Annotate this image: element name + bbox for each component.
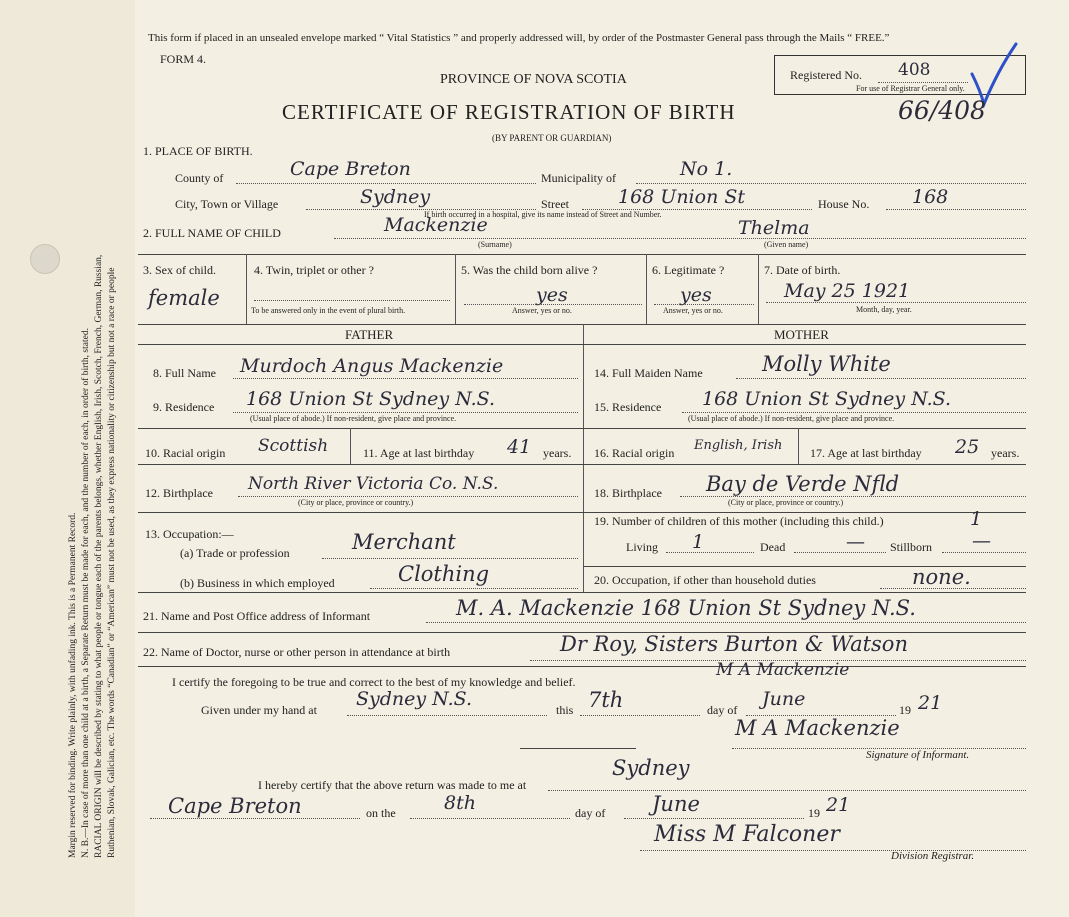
registrar-day-value: 8th <box>444 792 476 814</box>
father-race-label: 10. Racial origin <box>145 446 226 460</box>
registrar-month-value: June <box>652 792 700 816</box>
mother-birthplace-note: (City or place, province or country.) <box>728 498 844 507</box>
sex-value: female <box>148 286 220 310</box>
legit-note: Answer, yes or no. <box>663 306 723 315</box>
registrar-on-label: on the <box>366 806 396 820</box>
birth-date-note: Month, day, year. <box>856 305 912 314</box>
informant-signature: M A Mackenzie <box>735 716 900 740</box>
mother-years: years. <box>991 446 1020 460</box>
child-surname: Mackenzie <box>384 214 488 236</box>
given-place-value: Sydney N.S. <box>356 688 472 710</box>
house-label: House No. <box>818 197 870 211</box>
stillborn-value: — <box>972 530 991 552</box>
certify-year-prefix: 19 <box>899 703 911 717</box>
legit-label: 6. Legitimate ? <box>652 263 725 277</box>
margin-line-1: Margin reserved for binding. Write plainly, with unfading ink. This is a Permanent Record. <box>68 512 78 858</box>
business-label: (b) Business in which employed <box>180 576 335 590</box>
mother-age-label: 17. Age at last birthday <box>810 446 922 460</box>
legit-value: yes <box>680 284 712 306</box>
mother-birthplace-label: 18. Birthplace <box>594 486 662 500</box>
father-birthplace-value: North River Victoria Co. N.S. <box>248 474 499 494</box>
mother-residence-value: 168 Union St Sydney N.S. <box>702 388 952 410</box>
child-given-name: Thelma <box>738 217 810 239</box>
mother-occupation-label: 20. Occupation, if other than household duties <box>594 573 816 587</box>
certify-year-value: 21 <box>918 692 943 714</box>
father-name-value: Murdoch Angus Mackenzie <box>240 355 504 377</box>
mother-age-value: 25 <box>955 436 980 458</box>
twin-note: To be answered only in the event of plural birth. <box>251 306 406 315</box>
registrar-caption: Division Registrar. <box>891 850 975 862</box>
living-label: Living <box>626 540 658 554</box>
surname-caption: (Surname) <box>478 240 512 249</box>
father-residence-label: 9. Residence <box>153 400 215 414</box>
dead-value: — <box>846 531 865 553</box>
certificate-subtitle: (BY PARENT OR GUARDIAN) <box>492 133 612 143</box>
father-birthplace-note: (City or place, province or country.) <box>298 498 414 507</box>
children-value: 1 <box>970 508 983 530</box>
certify-statement: I certify the foregoing to be true and correct to the best of my knowledge and belief. <box>172 675 576 689</box>
registrar-day-of-label: day of <box>575 806 606 820</box>
father-age-label: 11. Age at last birthday <box>363 446 475 460</box>
informant-value: M. A. Mackenzie 168 Union St Sydney N.S. <box>456 596 916 620</box>
registrar-place-value: Sydney <box>612 756 690 780</box>
sex-label: 3. Sex of child. <box>143 263 216 277</box>
registered-note: For use of Registrar General only. <box>856 84 965 93</box>
house-value: 168 <box>912 186 949 208</box>
birth-date-value: May 25 1921 <box>784 280 911 302</box>
doctor-label: 22. Name of Doctor, nurse or other person in attendance at birth <box>143 645 451 659</box>
informant-label: 21. Name and Post Office address of Informant <box>143 609 371 623</box>
punch-hole <box>30 244 60 274</box>
birth-date-label: 7. Date of birth. <box>764 263 841 277</box>
mother-name-label: 14. Full Maiden Name <box>594 366 703 380</box>
county-value: Cape Breton <box>290 158 411 180</box>
father-heading: FATHER <box>345 327 394 342</box>
signature-caption: Signature of Informant. <box>866 749 970 761</box>
margin-instructions <box>67 255 119 858</box>
street-label: Street <box>541 197 569 211</box>
child-name-label: 2. FULL NAME OF CHILD <box>143 226 281 240</box>
occupation-label: 13. Occupation:— <box>145 527 234 541</box>
place-section-label: 1. PLACE OF BIRTH. <box>143 144 253 158</box>
doctor-value: Dr Roy, Sisters Burton & Watson <box>560 632 908 656</box>
certify-day-value: 7th <box>588 688 624 712</box>
trade-value: Merchant <box>352 530 456 554</box>
city-label: City, Town or Village <box>175 197 279 211</box>
business-value: Clothing <box>398 562 490 586</box>
certify-month-value: June <box>762 688 806 710</box>
living-value: 1 <box>692 531 705 553</box>
mother-race-value: English, Irish <box>694 438 783 453</box>
mother-residence-note: (Usual place of abode.) If non-resident, give place and province. <box>688 414 895 423</box>
mother-race-label: 16. Racial origin <box>594 446 675 460</box>
children-label: 19. Number of children of this mother (including this child.) <box>594 514 884 528</box>
mother-birthplace-value: Bay de Verde Nfld <box>706 472 900 496</box>
mother-residence-label: 15. Residence <box>594 400 662 414</box>
province-heading: PROVINCE OF NOVA SCOTIA <box>440 72 627 87</box>
county-label: County of <box>175 171 224 185</box>
registered-number: 408 <box>898 60 931 80</box>
mother-name-value: Molly White <box>762 352 891 376</box>
registrar-year-value: 21 <box>826 794 851 816</box>
municipality-label: Municipality of <box>541 171 616 185</box>
margin-line-3: RACIAL ORIGIN will be described by stating to what people or tongue each of the parents belongs, whether English, Irish, Scotch, French, German, Russian, <box>94 254 104 858</box>
street-value: 168 Union St <box>618 186 745 208</box>
certificate-title: CERTIFICATE OF REGISTRATION OF BIRTH <box>282 100 736 124</box>
registrar-statement: I hereby certify that the above return was made to me at <box>258 778 527 792</box>
mother-occupation-value: none. <box>912 565 971 589</box>
file-number: 66/408 <box>898 96 986 125</box>
stillborn-label: Stillborn <box>890 540 933 554</box>
informant-signature-top: M A Mackenzie <box>716 660 850 680</box>
registrar-signature: Miss M Falconer <box>654 822 840 847</box>
registered-label: Registered No. <box>790 68 862 82</box>
alive-value: yes <box>536 284 568 306</box>
given-name-caption: (Given name) <box>764 240 809 249</box>
municipality-value: No 1. <box>680 158 733 180</box>
father-name-label: 8. Full Name <box>153 366 216 380</box>
hospital-note: If birth occurred in a hospital, give its name instead of Street and Number. <box>424 210 662 219</box>
city-value: Sydney <box>360 186 431 208</box>
father-residence-value: 168 Union St Sydney N.S. <box>246 388 496 410</box>
certify-day-of-label: day of <box>707 703 738 717</box>
father-years: years. <box>543 446 572 460</box>
father-residence-note: (Usual place of abode.) If non-resident, give place and province. <box>250 414 457 423</box>
form-number: FORM 4. <box>160 52 207 66</box>
trade-label: (a) Trade or profession <box>180 546 290 560</box>
alive-label: 5. Was the child born alive ? <box>461 263 598 277</box>
margin-line-2: N. B.—In case of more than one child at a birth, a Separate Return must be made for each, and the number of each, in order of birth, stated. <box>81 328 91 858</box>
postal-notice: This form if placed in an unsealed envelope marked “ Vital Statistics ” and properly addressed will, by order of the Postmaster General pass through the Mails “ FREE.” <box>148 32 890 44</box>
father-race-value: Scottish <box>258 436 329 456</box>
dead-label: Dead <box>760 540 786 554</box>
alive-note: Answer, yes or no. <box>512 306 572 315</box>
margin-line-4: Ruthenian, Slovak, Galician, etc. The words “Canadian” or “American” must not be used, as they express nationality or citizenship but not a race or people <box>107 267 117 858</box>
registrar-year-prefix: 19 <box>808 806 820 820</box>
registrar-county-value: Cape Breton <box>168 794 302 818</box>
father-age-value: 41 <box>507 436 532 458</box>
father-birthplace-label: 12. Birthplace <box>145 486 213 500</box>
given-under-hand-label: Given under my hand at <box>201 703 317 717</box>
mother-heading: MOTHER <box>774 327 829 342</box>
twin-label: 4. Twin, triplet or other ? <box>254 263 374 277</box>
this-label: this <box>556 703 574 717</box>
